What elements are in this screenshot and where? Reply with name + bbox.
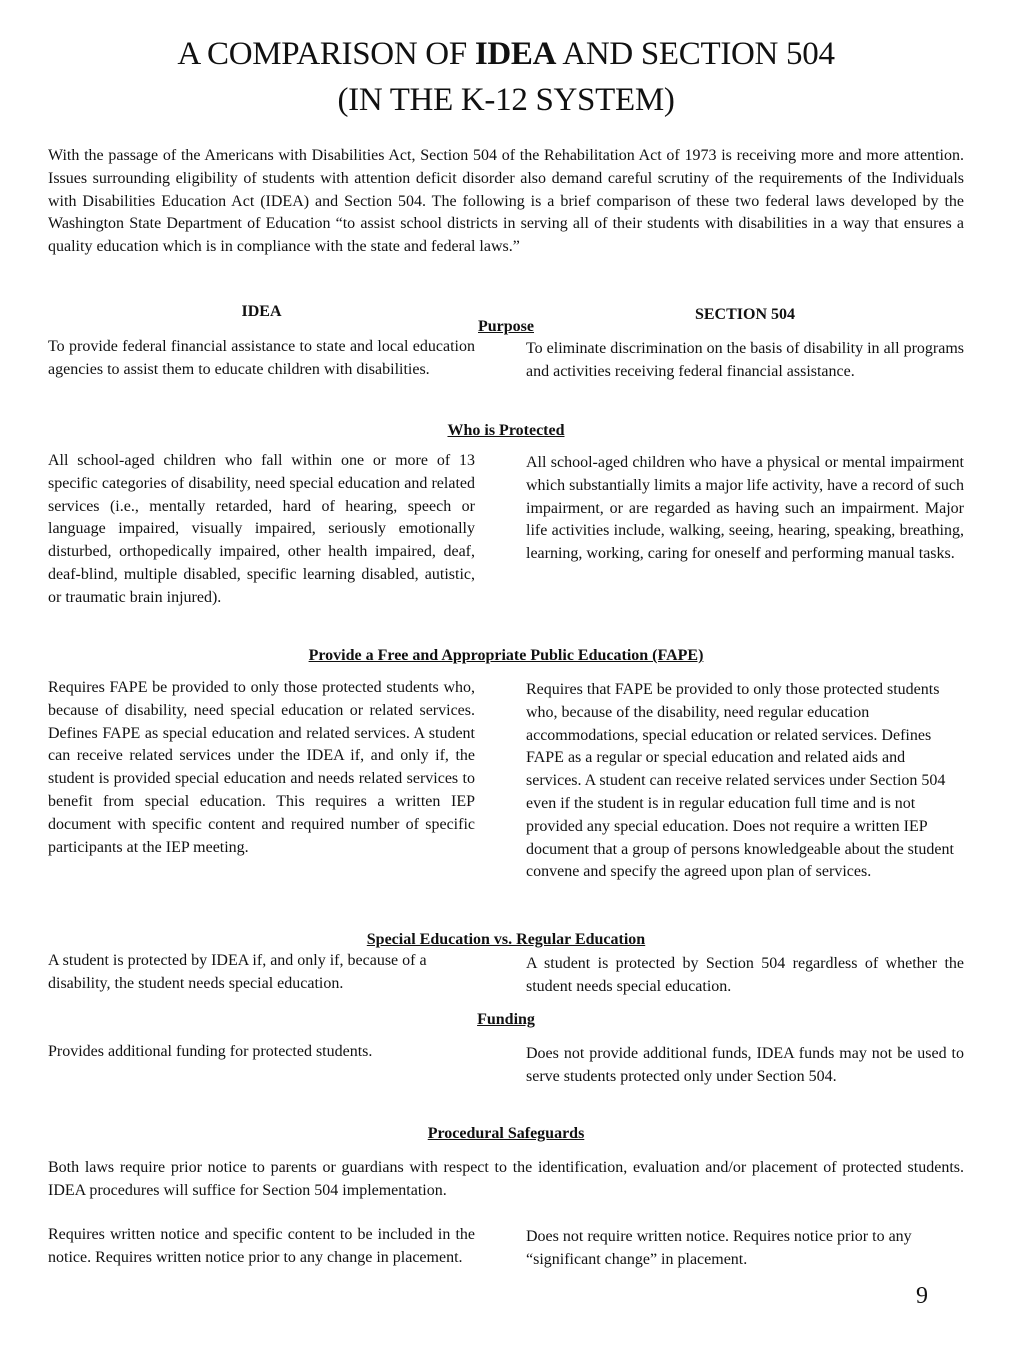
page-title-line2: (IN THE K-12 SYSTEM) — [337, 82, 675, 118]
section-heading-procedural-safeguards: Procedural Safeguards — [427, 1125, 585, 1142]
page-number: 9 — [916, 1283, 928, 1309]
who-protected-idea-text: All school-aged children who fall within one or more of 13 specific categories of disability, need special education and related services (i.e., mentally retarded, hard of hearing, speech or language impaired, visually impaired, seriously emotionally disturbed, orthopedically impaired, other health impaired, deaf, deaf-blind, multiple disabled, specific learning disabled, autistic, or traumatic brain injured). — [48, 452, 475, 606]
section-heading-fape: Provide a Free and Appropriate Public Education (FAPE) — [308, 647, 704, 664]
title-bold-idea: IDEA — [474, 36, 557, 72]
funding-504-text: Does not provide additional funds, IDEA funds may not be used to serve students protected only under Section 504. — [526, 1045, 964, 1085]
section-heading-special-vs-regular: Special Education vs. Regular Education — [366, 931, 646, 948]
fape-504-text: Requires that FAPE be provided to only those protected students who, because of the disability, need regular education accommodations, special education or related services. Defines FAPE as a regular or special education and related aids and services. A student can receive related services under Section 504 even if the student is in regular education full time and is not provided any special education. Does not require a written IEP document that a group of persons knowledgeable about the student convene and specify the agreed upon plan of services. — [526, 681, 954, 881]
title-suffix: AND SECTION 504 — [556, 36, 835, 72]
special-vs-regular-504-text: A student is protected by Section 504 regardless of whether the student needs special education. — [526, 955, 964, 995]
procedural-safeguards-504-text: Does not require written notice. Requires notice prior to any “significant change” in placement. — [526, 1228, 912, 1268]
procedural-safeguards-idea-text: Requires written notice and specific content to be included in the notice. Requires written notice prior to any change in placement. — [48, 1226, 475, 1266]
page-title-line1 — [0, 34, 1012, 74]
section-heading-purpose: Purpose — [478, 318, 534, 335]
intro-paragraph: With the passage of the Americans with Disabilities Act, Section 504 of the Rehabilitation Act of 1973 is receiving more and more attention. Issues surrounding eligibility of students with attention deficit disorder also demand careful scrutiny of the requirements of the Individuals with Disabilities Education Act (IDEA) and Section 504. The following is a brief comparison of these two federal laws developed by the Washington State Department of Education “to assist school districts in serving all of their students with disabilities in a way that ensures a quality education which is in compliance with the state and federal laws.” — [48, 147, 964, 256]
procedural-safeguards-both-text: Both laws require prior notice to parents or guardians with respect to the identification, evaluation and/or placement of protected students. IDEA procedures will suffice for Section 504 implementation. — [48, 1159, 964, 1199]
fape-idea-text: Requires FAPE be provided to only those protected students who, because of disability, need special education or related services. Defines FAPE as special education and related services. A student can receive related services under the IDEA if, and only if, the student is provided special education and needs related services to benefit from special education. This requires a written IEP document with specific content and required number of specific participants at the IEP meeting. — [48, 679, 475, 856]
funding-idea-text: Provides additional funding for protected students. — [48, 1043, 373, 1060]
title-prefix: A COMPARISON OF — [177, 36, 475, 72]
purpose-504-text: To eliminate discrimination on the basis of disability in all programs and activities receiving federal financial assistance. — [526, 340, 964, 380]
purpose-idea-text: To provide federal financial assistance to state and local education agencies to assist them to educate children with disabilities. — [48, 338, 475, 378]
column-heading-idea: IDEA — [241, 303, 282, 320]
column-heading-section-504: SECTION 504 — [694, 306, 796, 323]
section-heading-who-is-protected: Who is Protected — [447, 422, 565, 439]
who-protected-504-text: All school-aged children who have a physical or mental impairment which substantially limits a major life activity, have a record of such impairment, or are regarded as having such an impairment. Major life activities include, walking, seeing, hearing, speaking, breathing, learning, working, caring for oneself and performing manual tasks. — [526, 454, 964, 563]
section-heading-funding: Funding — [477, 1011, 535, 1028]
special-vs-regular-idea-text: A student is protected by IDEA if, and only if, because of a disability, the student needs special education. — [48, 952, 427, 992]
